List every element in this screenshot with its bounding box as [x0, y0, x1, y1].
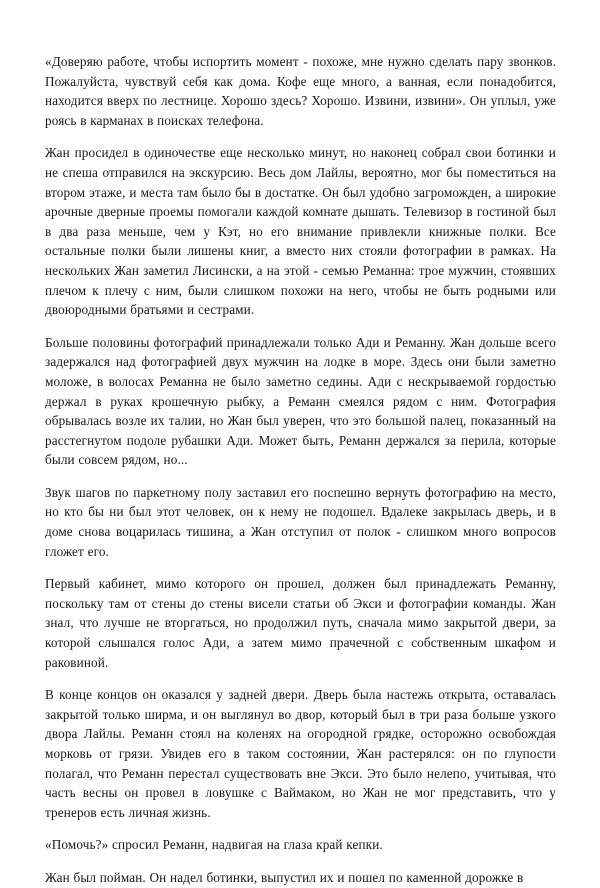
paragraph-6: В конце концов он оказался у задней двери. Дверь была настежь открыта, оставалась закрытой только ширма, и он выглянул во двор, который был в три раза больше узкого двора Лайлы. Реманн стоял на коленях на огородной грядке, осторожно освобождая морковь от грязи. Увидев его в таком состоянии, Жан растерялся: он по глупости полагал, что Реманн перестал существовать вне Экси. Это было нелепо, учитывая, что часть весны он провел в ловушке с Ваймаком, но Жан не мог представить, что у тренеров есть личная жизнь. — [45, 687, 556, 820]
paragraph-7: «Помочь?» спросил Реманн, надвигая на глаза край кепки. — [45, 837, 383, 853]
paragraph-5: Первый кабинет, мимо которого он прошел, должен был принадлежать Реманну, поскольку там от стены до стены висели статьи об Экси и фотографии команды. Жан знал, что лучше не вторгаться, но продолжил путь, сначала мимо закрытой двери, за которой слышался голос Ади, а затем мимо прачечной с собственным шкафом и раковиной. — [45, 576, 556, 670]
paragraph-1: «Доверяю работе, чтобы испортить момент - похоже, мне нужно сделать пару звонков. Пожалуйста, чувствуй себя как дома. Кофе еще много, а ванная, если понадобится, находится вверх по лестнице. Хорошо здесь? Хорошо. Извини, извини». Он уплыл, уже роясь в карманах в поисках телефона. — [45, 54, 556, 128]
paragraph-8: Жан был пойман. Он надел ботинки, выпустил их и пошел по каменной дорожке в — [45, 869, 524, 885]
paragraph-4: Звук шагов по паркетному полу заставил его поспешно вернуть фотографию на место, но кто бы ни был этот человек, он к нему не подошел. Вдалеке закрылась дверь, и в доме снова воцарилась тишина, а Жан отступил от полок - слишком много вопросов гложет его. — [45, 484, 556, 559]
paragraph-3: Больше половины фотографий принадлежали только Ади и Реманну. Жан дольше всего задержался над фотографией двух мужчин на лодке в море. Здесь они были заметно моложе, в волосах Реманна не было заметно седины. Ади с нескрываемой гордостью держал в руках крошечную рыбку, а Реманн смеялся рядом с ним. Фотография обрывалась возле их талии, но Жан был уверен, что это большой палец, показанный на расстегнутом подоле рубашки Ади. Может быть, Реманн держался за перила, которые были совсем рядом, но... — [45, 334, 556, 468]
body-text-column — [45, 52, 556, 888]
paragraph-2: Жан просидел в одиночестве еще несколько минут, но наконец собрал свои ботинки и не спеша отправился на экскурсию. Весь дом Лайлы, вероятно, мог бы поместиться на втором этаже, и места там было бы в достатке. Он был удобно загроможден, а широкие арочные дверные проемы помогали каждой комнате дышать. Телевизор в гостиной был в два раза меньше, чем у Кэт, но его внимание привлекли книжные полки. Все остальные полки были лишены книг, а вместо них стояли фотографии в рамках. На нескольких Жан заметил Лисински, а на этой - семью Реманна: трое мужчин, стоявших плечом к плечу с ним, были слишком похожи на него, чтобы не быть родными или двоюродными братьями и сестрами. — [45, 145, 556, 318]
